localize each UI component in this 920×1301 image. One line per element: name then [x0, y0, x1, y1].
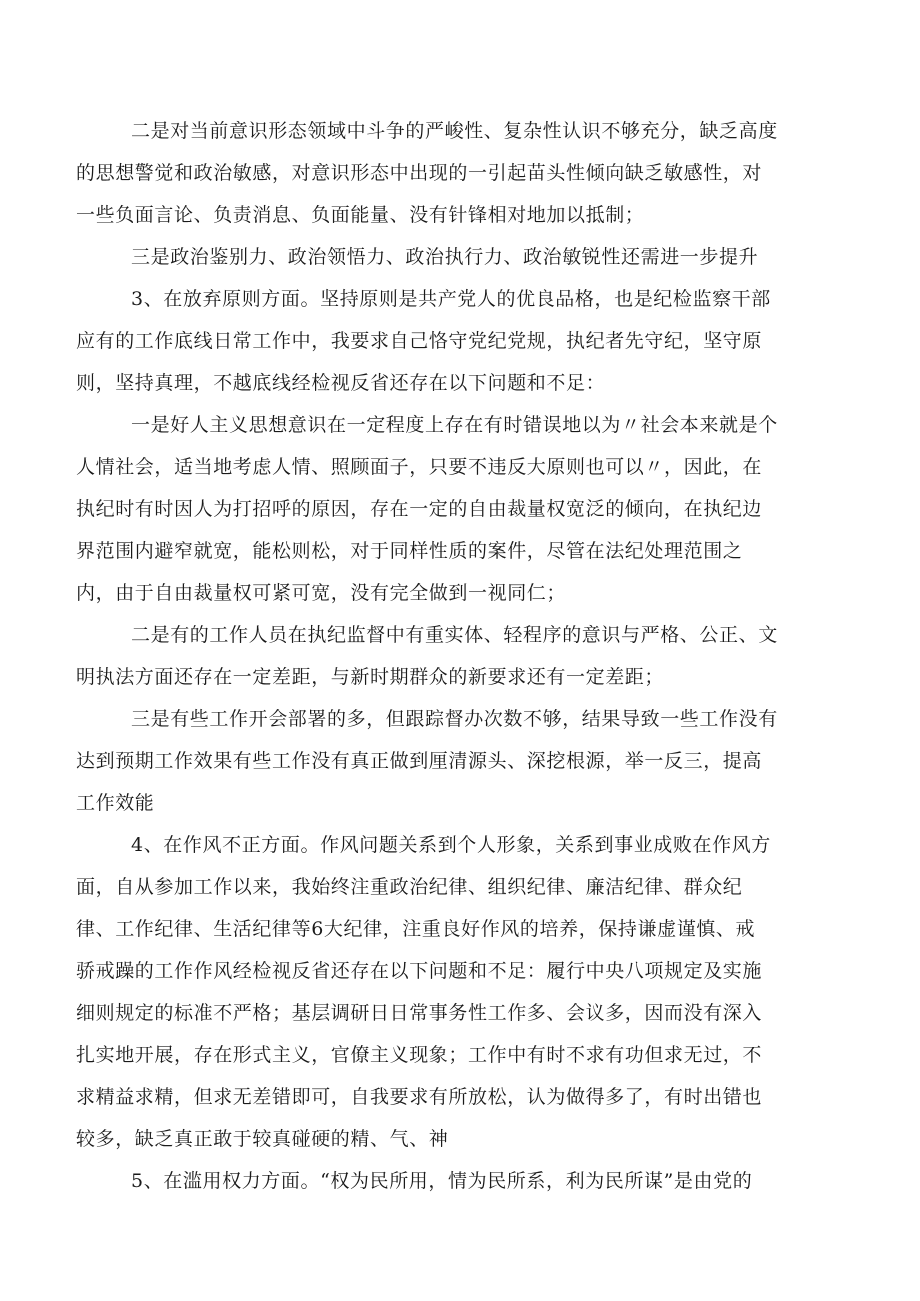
- text-line: 律、工作纪律、生活纪律等6大纪律，注重良好作风的培养，保持谦虚谨慎、戒: [76, 918, 756, 940]
- text-line: 二是对当前意识形态领域中斗争的严峻性、复杂性认识不够充分，缺乏高度: [131, 120, 778, 142]
- text-line: 3、在放弃原则方面。坚持原则是共产党人的优良品格，也是纪检监察干部: [131, 288, 771, 310]
- text-line: 4、在作风不正方面。作风问题关系到个人形象，关系到事业成败在作风方: [131, 834, 771, 856]
- text-line: 一是好人主义思想意识在一定程度上存在有时错误地以为〃社会本来就是个: [131, 414, 778, 436]
- text-line: 人情社会，适当地考虑人情、照顾面子，只要不违反大原则也可以〃，因此，在: [76, 456, 763, 478]
- text-line: 则，坚持真理，不越底线经检视反省还存在以下问题和不足：: [76, 372, 606, 394]
- text-line: 三是有些工作开会部署的多，但跟踪督办次数不够，结果导致一些工作没有: [131, 708, 778, 730]
- text-line: 一些负面言论、负责消息、负面能量、没有针锋相对地加以抵制；: [76, 204, 645, 226]
- text-line: 扎实地开展，存在形式主义，官僚主义现象；工作中有时不求有功但求无过，不: [76, 1044, 763, 1066]
- text-line: 细则规定的标准不严格；基层调研日日常事务性工作多、会议多，因而没有深入: [76, 1002, 763, 1024]
- text-line: 三是政治鉴别力、政治领悟力、政治执行力、政治敏锐性还需进一步提升: [131, 246, 759, 268]
- text-line: 内，由于自由裁量权可紧可宽，没有完全做到一视同仁；: [76, 582, 567, 604]
- text-line: 骄戒躁的工作作风经检视反省还存在以下问题和不足：履行中央八项规定及实施: [76, 960, 763, 982]
- text-line: 求精益求精，但求无差错即可，自我要求有所放松，认为做得多了，有时出错也: [76, 1086, 763, 1108]
- text-line: 达到预期工作效果有些工作没有真正做到厘清源头、深挖根源，举一反三，提高: [76, 750, 763, 772]
- text-line: 明执法方面还存在一定差距，与新时期群众的新要求还有一定差距；: [76, 666, 665, 688]
- text-line: 面，自从参加工作以来，我始终注重政治纪律、组织纪律、廉洁纪律、群众纪: [76, 876, 743, 898]
- text-line: 的思想警觉和政治敏感，对意识形态中出现的一引起苗头性倾向缺乏敏感性，对: [76, 162, 763, 184]
- text-line: 执纪时有时因人为打招呼的原因，存在一定的自由裁量权宽泛的倾向，在执纪边: [76, 498, 763, 520]
- text-line: 工作效能: [76, 792, 155, 814]
- text-line: 应有的工作底线日常工作中，我要求自己恪守党纪党规，执纪者先守纪，坚守原: [76, 330, 763, 352]
- text-line: 二是有的工作人员在执纪监督中有重实体、轻程序的意识与严格、公正、文: [131, 624, 778, 646]
- text-line: 较多，缺乏真正敢于较真碰硬的精、气、神: [76, 1128, 449, 1150]
- text-line: 5、在滥用权力方面。“权为民所用，情为民所系，利为民所谋”是由党的: [131, 1170, 753, 1192]
- text-line: 界范围内避窄就宽，能松则松，对于同样性质的案件，尽管在法纪处理范围之: [76, 540, 743, 562]
